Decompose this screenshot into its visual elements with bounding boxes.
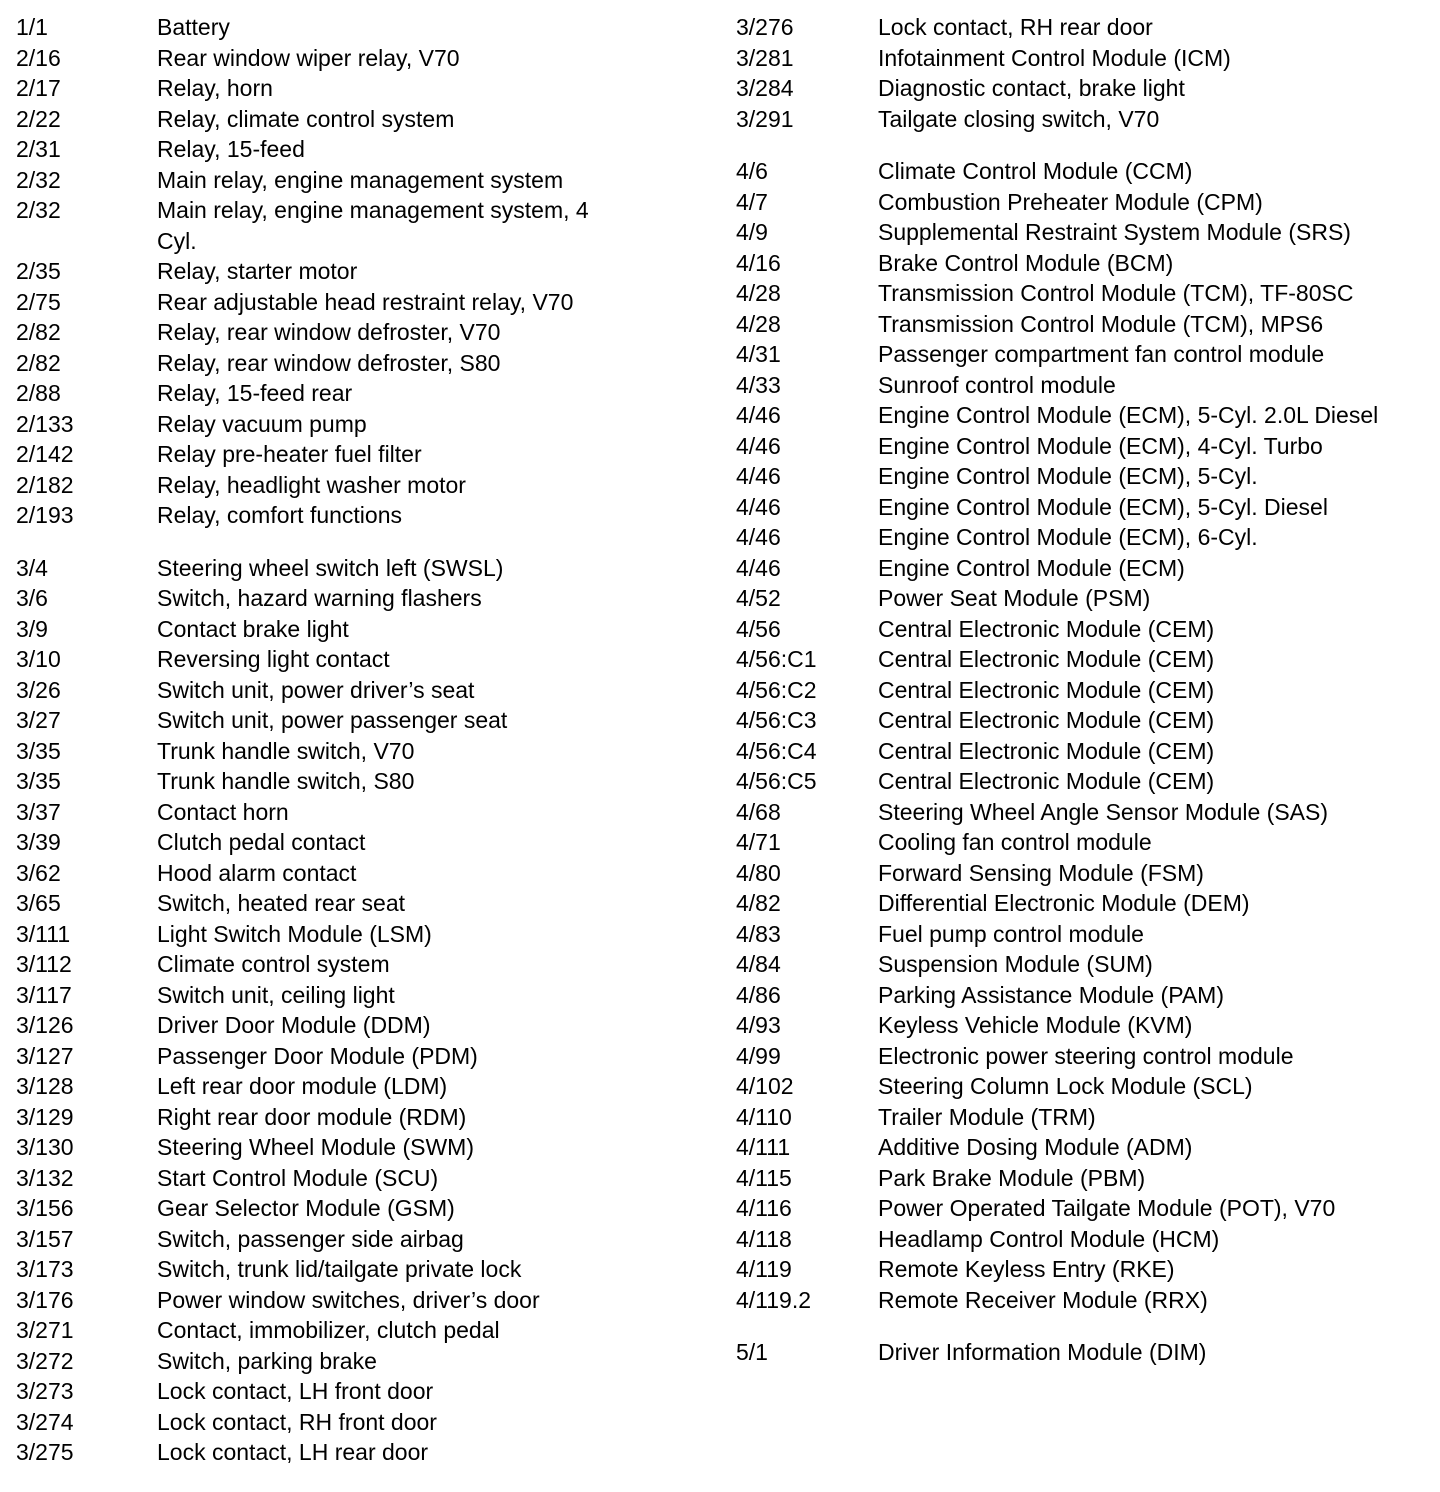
component-entry	[16, 797, 716, 828]
component-description: Switch unit, power driver’s seat	[157, 676, 475, 703]
component-entry	[16, 766, 716, 797]
component-code: 2/32	[16, 197, 61, 223]
component-description: Relay, comfort functions	[157, 502, 403, 528]
component-code: 4/52	[736, 585, 781, 611]
component-entry	[736, 73, 1416, 104]
component-description: Cooling fan control module	[878, 829, 1152, 855]
component-description: Engine Control Module (ECM), 4-Cyl. Turbo	[878, 432, 1323, 459]
component-code: 3/112	[16, 951, 72, 977]
component-entry	[16, 1041, 716, 1072]
component-code: 3/37	[16, 798, 61, 825]
component-description: Left rear door module (LDM)	[157, 1073, 448, 1099]
component-description: Engine Control Module (ECM), 6-Cyl.	[878, 524, 1258, 550]
component-entry	[16, 73, 716, 104]
component-entry	[736, 156, 1416, 187]
component-description: Engine Control Module (ECM), 5-Cyl. 2.0L Diesel	[878, 402, 1379, 428]
component-description: Electronic power steering control module	[878, 1042, 1294, 1069]
component-code: 4/93	[736, 1012, 781, 1038]
component-code: 2/22	[16, 105, 61, 132]
component-description: Lock contact, LH rear door	[157, 1439, 429, 1465]
component-entry	[736, 583, 1416, 614]
component-code: 4/84	[736, 951, 781, 977]
component-entry	[736, 1041, 1416, 1072]
component-entry	[16, 287, 716, 318]
component-entry	[16, 12, 716, 43]
component-code: 4/56:C1	[736, 646, 817, 672]
component-description: Relay, 15-feed	[157, 136, 305, 162]
component-code: 3/129	[16, 1103, 74, 1130]
component-entry	[16, 858, 716, 889]
component-code: 3/271	[16, 1317, 74, 1343]
component-description: Steering Column Lock Module (SCL)	[878, 1073, 1253, 1099]
component-code: 4/56:C3	[736, 707, 817, 733]
component-entry	[16, 705, 716, 736]
component-code: 4/116	[736, 1195, 792, 1221]
component-code: 4/80	[736, 859, 781, 886]
component-description: Power Operated Tailgate Module (POT), V70	[878, 1195, 1336, 1221]
component-entry	[16, 470, 716, 501]
component-entry	[736, 461, 1416, 492]
component-entry	[16, 827, 716, 858]
component-entry	[16, 378, 716, 409]
component-entry	[16, 736, 716, 767]
component-code: 3/173	[16, 1256, 74, 1282]
component-description: Contact horn	[157, 798, 289, 825]
component-description: Passenger Door Module (PDM)	[157, 1042, 478, 1069]
component-description: Contact, immobilizer, clutch pedal	[157, 1317, 500, 1343]
component-description: Right rear door module (RDM)	[157, 1103, 467, 1130]
component-description: Engine Control Module (ECM), 5-Cyl. Diesel	[878, 493, 1328, 520]
component-description: Rear window wiper relay, V70	[157, 44, 460, 71]
component-description: Power Seat Module (PSM)	[878, 585, 1151, 611]
component-entry	[736, 431, 1416, 462]
component-code: 3/9	[16, 615, 48, 642]
component-entry	[16, 195, 716, 256]
component-description: Central Electronic Module (CEM)	[878, 615, 1215, 642]
component-entry	[16, 888, 716, 919]
component-code: 3/65	[16, 890, 61, 916]
component-code: 4/56:C4	[736, 737, 817, 764]
component-code: 2/182	[16, 471, 74, 498]
component-entry	[736, 43, 1416, 74]
component-description: Switch, heated rear seat	[157, 890, 406, 916]
component-description: Relay pre-heater fuel filter	[157, 441, 422, 467]
component-description: Keyless Vehicle Module (KVM)	[878, 1012, 1193, 1038]
component-entry	[16, 1163, 716, 1194]
component-code: 3/284	[736, 75, 794, 101]
component-code: 4/46	[736, 432, 781, 459]
component-description: Relay, 15-feed rear	[157, 380, 353, 406]
component-code: 4/115	[736, 1164, 792, 1191]
component-code: 3/130	[16, 1134, 74, 1160]
component-description: Driver Door Module (DDM)	[157, 1012, 431, 1038]
component-description: Climate Control Module (CCM)	[878, 158, 1193, 184]
component-code: 3/126	[16, 1012, 74, 1038]
component-entry	[16, 949, 716, 980]
component-description: Remote Receiver Module (RRX)	[878, 1286, 1208, 1313]
component-entry	[736, 522, 1416, 553]
component-entry	[736, 736, 1416, 767]
component-description: Passenger compartment fan control module	[878, 341, 1325, 367]
component-code: 3/35	[16, 737, 61, 764]
component-code: 3/276	[736, 14, 794, 40]
component-entry	[736, 248, 1416, 279]
component-entry	[16, 1010, 716, 1041]
component-entry	[736, 1132, 1416, 1163]
component-description: Central Electronic Module (CEM)	[878, 707, 1215, 733]
component-entry	[16, 256, 716, 287]
component-entry	[736, 553, 1416, 584]
component-code: 3/132	[16, 1164, 74, 1191]
component-code: 3/26	[16, 676, 61, 703]
component-code: 4/46	[736, 524, 781, 550]
component-code: 4/28	[736, 280, 781, 306]
component-description: Tailgate closing switch, V70	[878, 105, 1160, 132]
component-code: 4/56	[736, 615, 781, 642]
component-entry	[736, 187, 1416, 218]
component-code: 4/56:C5	[736, 768, 817, 794]
component-description: Lock contact, RH front door	[157, 1408, 437, 1435]
component-code: 4/119.2	[736, 1286, 812, 1313]
component-entry	[16, 134, 716, 165]
component-entry	[736, 309, 1416, 340]
component-code: 3/291	[736, 105, 794, 132]
component-code: 2/142	[16, 441, 74, 467]
component-description: Transmission Control Module (TCM), TF-80SC	[878, 280, 1354, 306]
component-entry	[16, 317, 716, 348]
component-code: 3/111	[16, 920, 71, 947]
component-code: 3/35	[16, 768, 61, 794]
component-code: 4/110	[736, 1103, 792, 1130]
component-description: Contact brake light	[157, 615, 349, 642]
component-code: 2/31	[16, 136, 61, 162]
component-entry	[736, 278, 1416, 309]
component-code: 3/273	[16, 1378, 74, 1404]
component-entry	[16, 1407, 716, 1438]
component-code: 3/62	[16, 859, 61, 886]
component-code: 4/46	[736, 493, 781, 520]
component-entry	[736, 614, 1416, 645]
left-column	[16, 12, 716, 1468]
component-entry	[736, 1102, 1416, 1133]
component-entry	[736, 492, 1416, 523]
component-code: 3/157	[16, 1225, 74, 1252]
component-code: 3/156	[16, 1195, 74, 1221]
component-description: Clutch pedal contact	[157, 829, 366, 855]
component-code: 3/274	[16, 1408, 74, 1435]
component-entry	[16, 644, 716, 675]
component-code: 3/117	[16, 981, 72, 1008]
component-description: Rear adjustable head restraint relay, V70	[157, 288, 574, 315]
component-code: 2/88	[16, 380, 61, 406]
component-entry	[736, 705, 1416, 736]
component-code: 4/102	[736, 1073, 794, 1099]
component-code: 2/82	[16, 349, 61, 376]
component-code: 4/119	[736, 1256, 792, 1282]
component-code: 4/86	[736, 981, 781, 1008]
component-code: 4/9	[736, 219, 768, 245]
component-entry	[16, 1346, 716, 1377]
component-entry	[736, 980, 1416, 1011]
component-code: 2/82	[16, 319, 61, 345]
component-entry	[16, 553, 716, 584]
component-entry	[16, 500, 716, 531]
component-entry	[736, 949, 1416, 980]
component-entry	[736, 339, 1416, 370]
component-code: 2/16	[16, 44, 61, 71]
component-entry	[16, 919, 716, 950]
component-entry	[736, 1163, 1416, 1194]
component-description: Gear Selector Module (GSM)	[157, 1195, 455, 1221]
component-description: Switch, parking brake	[157, 1347, 377, 1374]
component-entry	[736, 858, 1416, 889]
component-description: Switch, hazard warning flashers	[157, 585, 482, 611]
component-description: Relay, climate control system	[157, 105, 455, 132]
component-description: Steering wheel switch left (SWSL)	[157, 554, 504, 581]
component-description: Relay vacuum pump	[157, 410, 367, 437]
component-entry	[16, 1254, 716, 1285]
component-entry	[16, 104, 716, 135]
component-entry	[16, 43, 716, 74]
component-entry	[736, 1254, 1416, 1285]
component-entry	[16, 439, 716, 470]
component-entry	[736, 919, 1416, 950]
component-description: Park Brake Module (PBM)	[878, 1164, 1146, 1191]
component-code: 4/56:C2	[736, 676, 817, 703]
component-entry	[736, 644, 1416, 675]
component-code: 2/133	[16, 410, 74, 437]
component-code: 3/176	[16, 1286, 74, 1313]
component-description: Diagnostic contact, brake light	[878, 75, 1185, 101]
component-code: 4/111	[736, 1134, 791, 1160]
component-description: Differential Electronic Module (DEM)	[878, 890, 1250, 916]
component-description: Trunk handle switch, S80	[157, 768, 415, 794]
component-description: Light Switch Module (LSM)	[157, 920, 432, 947]
component-description: Lock contact, RH rear door	[878, 14, 1153, 40]
component-code: 3/4	[16, 554, 48, 581]
component-entry	[16, 1193, 716, 1224]
component-description: Switch, trunk lid/tailgate private lock	[157, 1256, 522, 1282]
component-entry	[16, 1102, 716, 1133]
component-code: 4/68	[736, 798, 781, 825]
component-description: Sunroof control module	[878, 371, 1116, 398]
component-entry	[16, 1224, 716, 1255]
component-entry	[736, 1193, 1416, 1224]
component-description: Climate control system	[157, 951, 390, 977]
component-code: 2/32	[16, 166, 61, 193]
component-description: Switch unit, ceiling light	[157, 981, 395, 1008]
component-entry	[736, 797, 1416, 828]
component-description: Central Electronic Module (CEM)	[878, 676, 1215, 703]
component-description: Steering Wheel Module (SWM)	[157, 1134, 474, 1160]
component-entry	[736, 400, 1416, 431]
component-description: Brake Control Module (BCM)	[878, 249, 1174, 276]
component-code: 3/128	[16, 1073, 74, 1099]
component-description: Additive Dosing Module (ADM)	[878, 1134, 1193, 1160]
component-description: Relay, rear window defroster, V70	[157, 319, 501, 345]
component-description: Power window switches, driver’s door	[157, 1286, 540, 1313]
component-code: 2/17	[16, 75, 61, 101]
component-description: Reversing light contact	[157, 646, 390, 672]
component-description: Remote Keyless Entry (RKE)	[878, 1256, 1175, 1282]
component-code: 4/46	[736, 463, 781, 489]
component-code: 4/46	[736, 402, 781, 428]
component-code: 4/118	[736, 1225, 792, 1252]
component-code: 2/193	[16, 502, 74, 528]
component-description: Infotainment Control Module (ICM)	[878, 44, 1231, 71]
component-entry	[736, 1224, 1416, 1255]
component-entry	[16, 1071, 716, 1102]
component-entry	[736, 675, 1416, 706]
component-code: 1/1	[16, 14, 48, 40]
component-code: 4/71	[736, 829, 781, 855]
component-code: 4/46	[736, 554, 781, 581]
component-description: Lock contact, LH front door	[157, 1378, 434, 1404]
component-description: Suspension Module (SUM)	[878, 951, 1153, 977]
component-description: Relay, rear window defroster, S80	[157, 349, 501, 376]
component-entry	[16, 409, 716, 440]
component-code: 4/82	[736, 890, 781, 916]
component-description: Start Control Module (SCU)	[157, 1164, 439, 1191]
component-description: Parking Assistance Module (PAM)	[878, 981, 1224, 1008]
component-entry	[16, 980, 716, 1011]
component-description: Battery	[157, 14, 230, 40]
component-entry	[736, 12, 1416, 43]
component-description: Driver Information Module (DIM)	[878, 1339, 1207, 1365]
component-code: 2/75	[16, 288, 61, 315]
component-description: Hood alarm contact	[157, 859, 357, 886]
component-description: Transmission Control Module (TCM), MPS6	[878, 310, 1324, 337]
component-entry	[16, 1315, 716, 1346]
component-description: Relay, starter motor	[157, 258, 358, 284]
component-code: 3/281	[736, 44, 794, 71]
component-entry	[16, 348, 716, 379]
component-description: Steering Wheel Angle Sensor Module (SAS)	[878, 798, 1329, 825]
component-code: 3/39	[16, 829, 61, 855]
component-code: 4/6	[736, 158, 768, 184]
component-description: Forward Sensing Module (FSM)	[878, 859, 1204, 886]
component-entry	[736, 370, 1416, 401]
component-code: 4/83	[736, 920, 781, 947]
component-entry	[736, 1337, 1416, 1368]
component-description: Relay, headlight washer motor	[157, 471, 466, 498]
component-code: 4/7	[736, 188, 768, 215]
component-code: 3/6	[16, 585, 48, 611]
component-entry	[736, 104, 1416, 135]
component-code: 4/31	[736, 341, 781, 367]
component-description: Combustion Preheater Module (CPM)	[878, 188, 1263, 215]
component-code: 3/27	[16, 707, 61, 733]
component-description: Trailer Module (TRM)	[878, 1103, 1096, 1130]
component-description: Trunk handle switch, V70	[157, 737, 415, 764]
component-entry	[736, 217, 1416, 248]
component-code: 3/127	[16, 1042, 74, 1069]
component-description: Fuel pump control module	[878, 920, 1144, 947]
component-description: Main relay, engine management system, 4 Cyl.	[157, 197, 589, 254]
component-description: Engine Control Module (ECM)	[878, 554, 1185, 581]
component-entry	[16, 1437, 716, 1468]
component-entry	[16, 1376, 716, 1407]
component-code: 4/99	[736, 1042, 781, 1069]
component-code: 4/28	[736, 310, 781, 337]
component-entry	[736, 1010, 1416, 1041]
component-entry	[736, 1285, 1416, 1316]
component-description: Central Electronic Module (CEM)	[878, 768, 1215, 794]
component-description: Headlamp Control Module (HCM)	[878, 1225, 1220, 1252]
component-entry	[16, 165, 716, 196]
component-entry	[16, 583, 716, 614]
component-code: 2/35	[16, 258, 61, 284]
component-description: Central Electronic Module (CEM)	[878, 646, 1215, 672]
component-entry	[736, 827, 1416, 858]
component-description: Main relay, engine management system	[157, 166, 564, 193]
component-entry	[736, 1071, 1416, 1102]
component-description: Switch unit, power passenger seat	[157, 707, 508, 733]
component-description: Central Electronic Module (CEM)	[878, 737, 1215, 764]
component-entry	[736, 888, 1416, 919]
component-entry	[16, 675, 716, 706]
component-description: Relay, horn	[157, 75, 273, 101]
component-entry	[16, 1285, 716, 1316]
component-code: 4/33	[736, 371, 781, 398]
right-column	[736, 12, 1416, 1368]
component-code: 3/275	[16, 1439, 74, 1465]
component-entry	[16, 1132, 716, 1163]
component-entry	[736, 766, 1416, 797]
component-description: Switch, passenger side airbag	[157, 1225, 464, 1252]
component-code: 4/16	[736, 249, 781, 276]
component-code: 3/10	[16, 646, 61, 672]
component-code: 3/272	[16, 1347, 74, 1374]
component-code: 5/1	[736, 1339, 768, 1365]
component-description: Engine Control Module (ECM), 5-Cyl.	[878, 463, 1258, 489]
component-description: Supplemental Restraint System Module (SRS)	[878, 219, 1351, 245]
component-entry	[16, 614, 716, 645]
